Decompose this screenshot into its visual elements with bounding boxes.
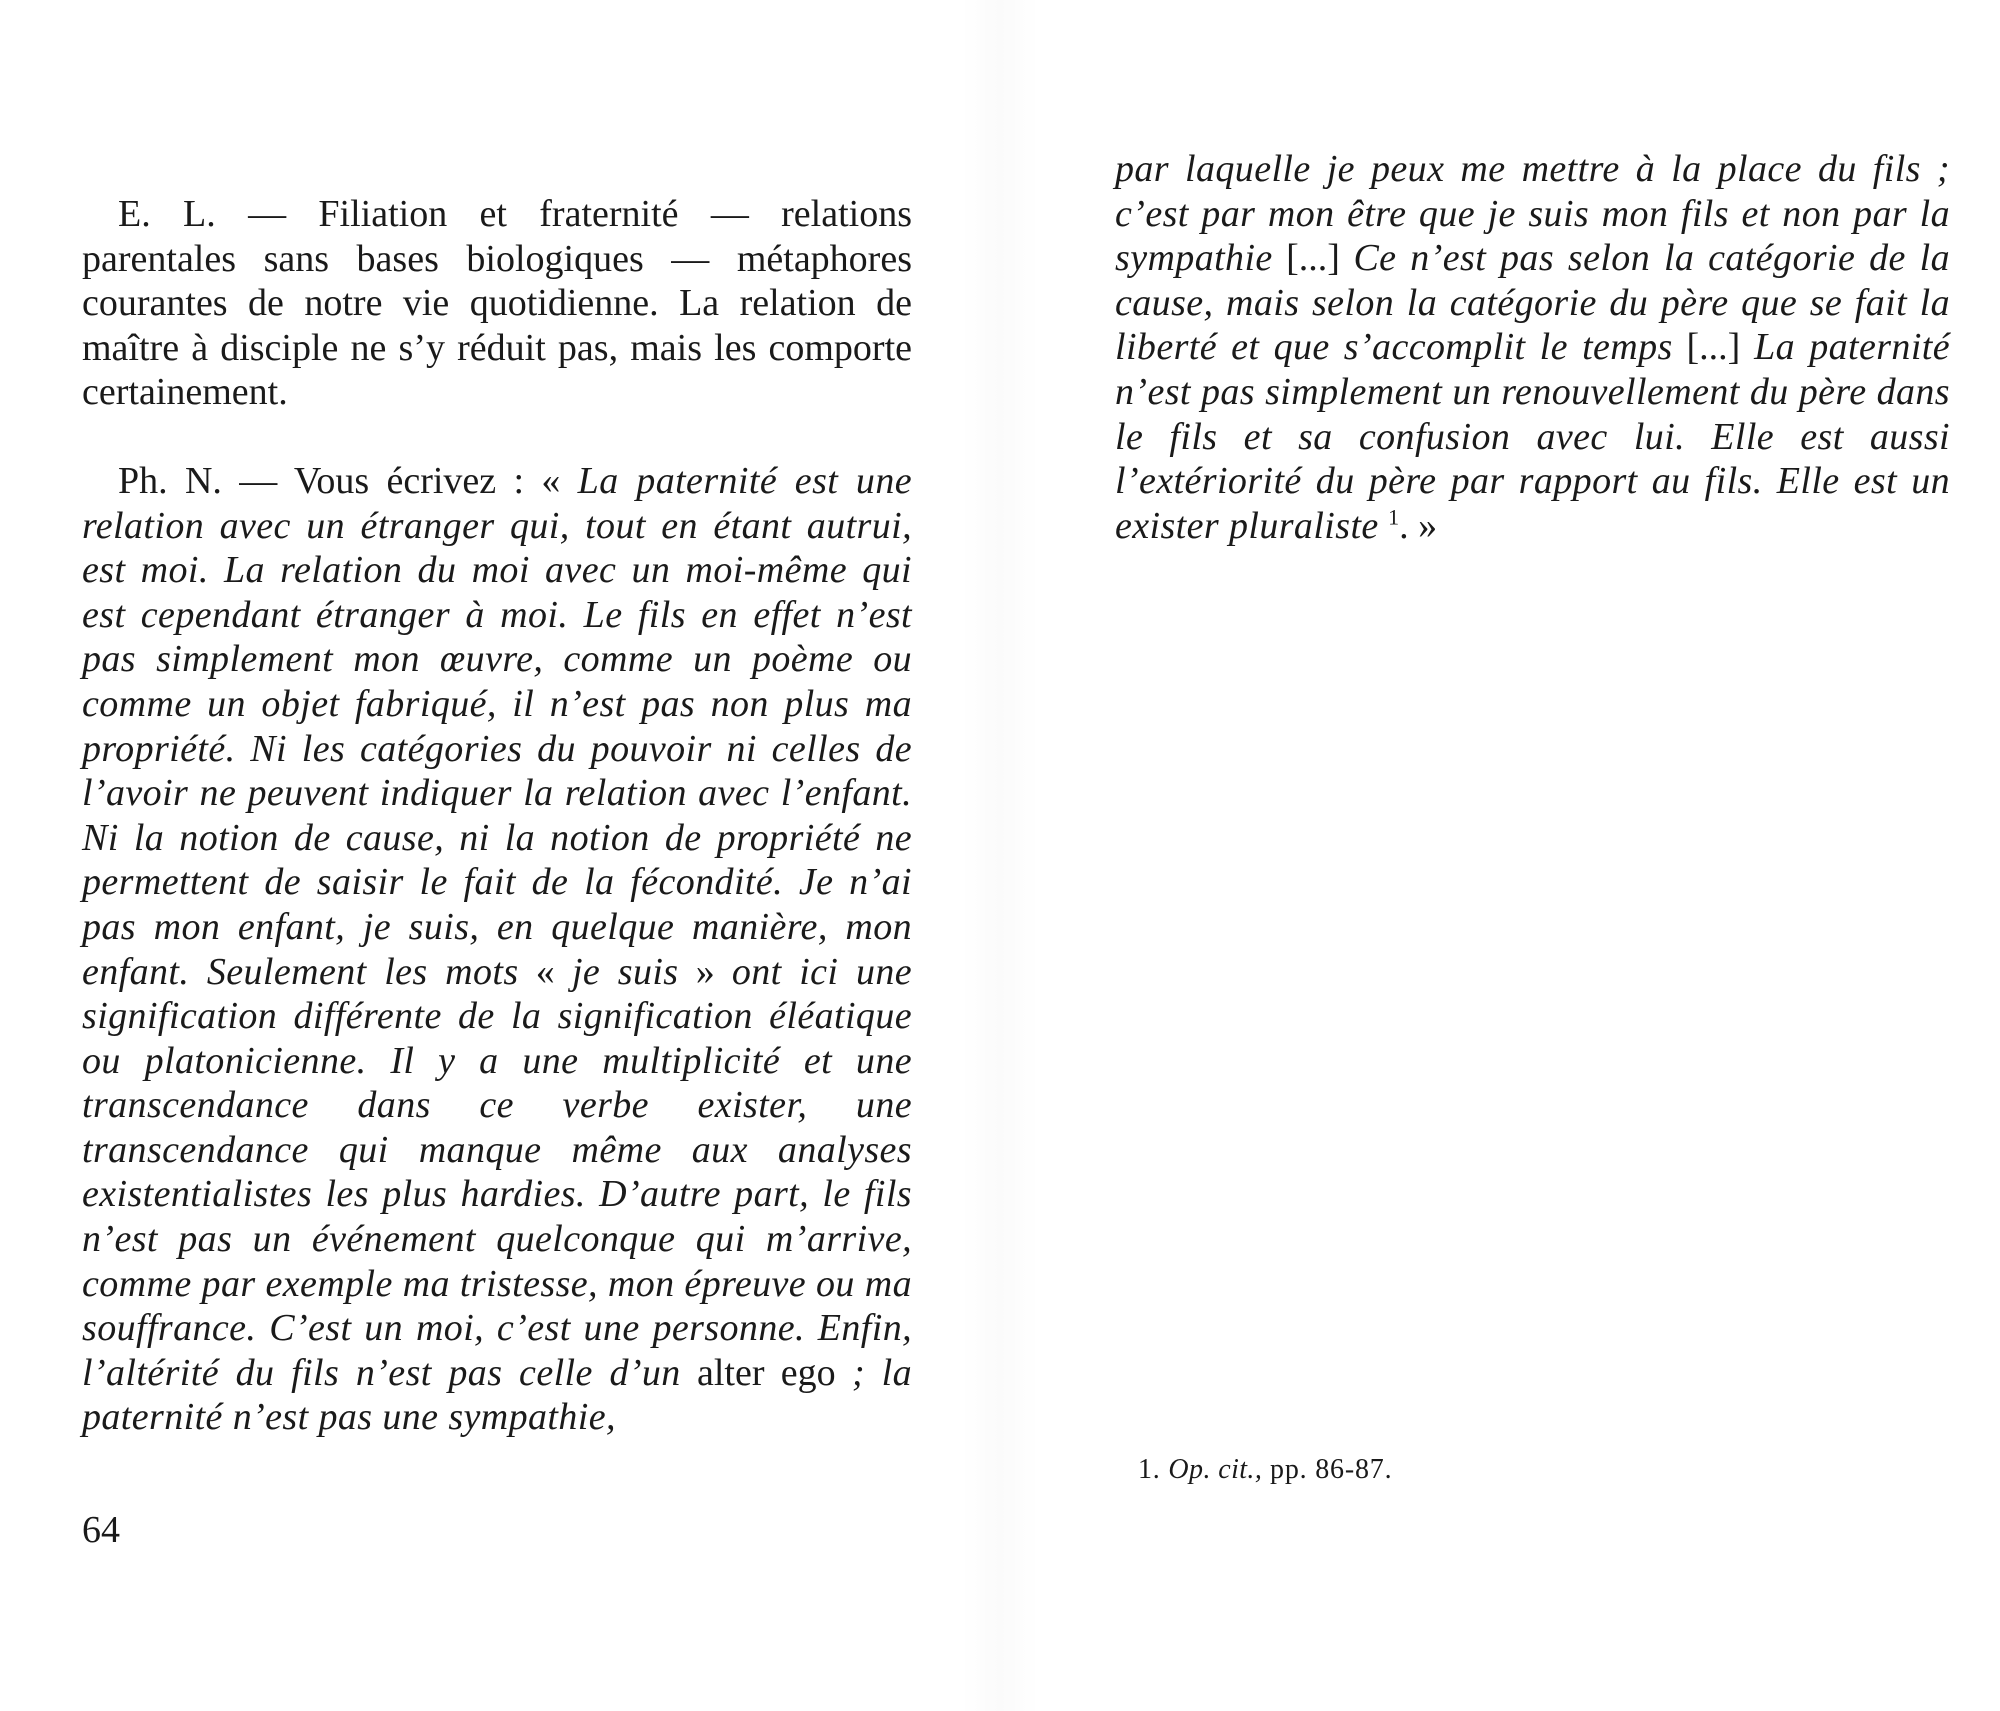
inner-quote-open: « (535, 950, 555, 993)
quote-text-continued: ont ici une signification différente de la signification éléatique ou platonicienne. Il y a une multiplicité et une transcendance dans ce verbe exister, une transcendance qui manque même aux analyses existentialistes les plus hardies. D’autre part, le fils n’est pas un événement quelconque qui m’arrive, comme par exemple ma tristesse, mon épreuve ou ma souffrance. C’est un moi, c’est une personne. Enfin, l’altérité du fils n’est pas celle d’un (82, 950, 913, 1394)
quote-text: La paternité est une relation avec un étranger qui, tout en étant autrui, est moi. La relation du moi avec un moi-même qui est cependant étranger à moi. Le fils en effet n’est pas simplement mon œuvre, comme un poème ou comme un objet fabriqué, il n’est pas non plus ma propriété. Ni les catégories du pouvoir ni celles de l’avoir ne peuvent indiquer la relation avec l’enfant. Ni la notion de cause, ni la notion de propriété ne permettent de saisir le fait de la fécondité. Je n’ai pas mon enfant, je suis, en quelque manière, mon enfant. Seulement les mots (82, 459, 912, 993)
quote-continuation (1115, 147, 1950, 548)
quote-text-end: ; la paternité n’est pas une sympathie, (82, 1351, 913, 1439)
speaker-phn: Ph. N. (118, 459, 222, 502)
right-page-text-column (1115, 147, 1950, 548)
footnote-number: 1. (1138, 1454, 1161, 1485)
paragraph-el (82, 192, 912, 415)
paragraph-phn (82, 459, 912, 1440)
footnote-pages: pp. 86-87. (1270, 1454, 1393, 1485)
speaker-dash: — (239, 459, 278, 502)
quote-intro: Vous écrivez : (293, 459, 525, 502)
footnote-reference[interactable]: 1 (1388, 504, 1400, 530)
right-page (1000, 0, 2000, 1711)
footnote-source: Op. cit., (1168, 1454, 1263, 1485)
paragraph-el-text: Filiation et fraternité — relations parentales sans bases biologiques — métaphores courantes de notre vie quotidienne. La relation de maître à disciple ne s’y réduit pas, mais les comporte certainement. (82, 193, 912, 414)
speaker-el: E. L. (118, 193, 216, 235)
inner-quote-close: » (695, 950, 715, 993)
footnote (1138, 1453, 1392, 1487)
open-quote: « (541, 459, 561, 502)
alter-ego: alter ego (697, 1351, 836, 1394)
inner-quote-text: je suis (571, 950, 679, 993)
quote-continuation-text-3: La paternité n’est pas simplement un renouvellement du père dans le fils et sa confusion avec lui. Elle est aussi l’extériorité du père par rapport au fils. Elle est un exister pluraliste (1115, 326, 1950, 547)
close-quote: . » (1399, 504, 1438, 547)
quote-continuation-text-1: par laquelle je peux me mettre à la place du fils ; c’est par mon être que je suis mon fils et non par la sympathie (1115, 148, 1950, 280)
speaker-dash: — (248, 193, 287, 235)
left-page-text-column (82, 192, 912, 1440)
page-number: 64 (82, 1509, 120, 1551)
ellipsis-bracket: [...] (1686, 326, 1741, 369)
quote-continuation-text-2: Ce n’est pas selon la catégorie de la cause, mais selon la catégorie du père que se fait la liberté et que s’accomplit le temps (1115, 237, 1951, 369)
ellipsis-bracket: [...] (1286, 237, 1340, 280)
